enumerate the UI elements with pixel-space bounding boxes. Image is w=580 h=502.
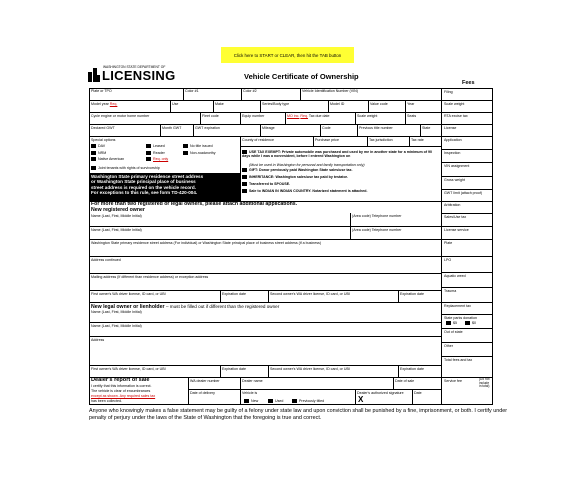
option-leased[interactable]: Leased	[146, 144, 165, 148]
field-use[interactable]: Use	[172, 102, 179, 106]
option-no-title[interactable]: No title issued	[183, 144, 213, 148]
parks-5-option[interactable]: $5	[446, 321, 457, 325]
lienholder2-name[interactable]: Name (Last, First, Middle Initial)	[91, 324, 142, 328]
owner1-name[interactable]: Name (Last, First, Middle Initial)	[91, 214, 142, 218]
field-mo-inc[interactable]: MO inc. Req. Tax due date	[287, 114, 330, 118]
field-plate[interactable]: Plate or TPO	[91, 89, 112, 93]
field-mileage[interactable]: Mileage	[262, 126, 275, 130]
option-used[interactable]: Used	[268, 399, 283, 403]
field-color2[interactable]: Color #2	[243, 89, 257, 93]
fee-application[interactable]: Application	[444, 138, 462, 142]
fee-rta-excise[interactable]: RTA excise tax	[444, 114, 468, 118]
fee-replacement-tax[interactable]: Replacement tax	[444, 304, 471, 308]
exemption-inheritance[interactable]: INHERITANCE: Washington sales/use tax paid by testator.	[242, 175, 348, 179]
field-make[interactable]: Make	[215, 102, 224, 106]
field-year[interactable]: Year	[407, 102, 415, 106]
form-title: Vehicle Certificate of Ownership	[244, 72, 359, 81]
fee-filing[interactable]: Filing	[444, 90, 453, 94]
legal-owner-heading: New legal owner or lienholder – must be filled out if different than the registered owner	[91, 304, 280, 310]
dealer-signature-label: Dealer's authorized signature	[357, 391, 404, 395]
mailing-address[interactable]: Mailing address (If different than residence address) or exception address	[91, 275, 209, 279]
owner2-license-exp[interactable]: Expiration date	[400, 292, 424, 296]
field-model-id[interactable]: Model ID	[330, 102, 345, 106]
more-owners-note: For more than two registered or legal owners, please attach additional applications.	[91, 201, 298, 207]
lien-owner1-license-exp[interactable]: Expiration date	[222, 367, 246, 371]
fee-out-of-state[interactable]: Out of state	[444, 330, 463, 334]
field-signature-date[interactable]: Date	[414, 391, 422, 395]
option-joint-tenants[interactable]: Joint tenants with rights of survivorship	[91, 166, 160, 170]
field-tax-rate[interactable]: Tax rate	[411, 138, 424, 142]
fee-arbitration[interactable]: Arbitration	[444, 203, 461, 207]
fee-other[interactable]: Other	[444, 344, 453, 348]
residence-notice-box	[89, 173, 240, 201]
field-dealer-name[interactable]: Dealer name	[242, 379, 263, 383]
owner1-phone[interactable]: (Area code) Telephone number	[352, 214, 402, 218]
exemption-use-tax[interactable]: USE TAX EXEMPT: Private automobile was purchased and used by me in another state for a minimum of 90 days while I was a nonresident, before I entered Washington on	[242, 150, 433, 159]
exemption-indian-country[interactable]: Sale to INDIAN IN INDIAN COUNTRY. Notarized statement is attached.	[242, 189, 367, 193]
field-county[interactable]: County of residence	[242, 138, 274, 142]
lienholder-address[interactable]: Address	[91, 338, 105, 342]
address-continued[interactable]: Address continued	[91, 258, 121, 262]
field-wa-dealer-number[interactable]: WA dealer number	[190, 379, 220, 383]
owner2-phone[interactable]: (Area code) Telephone number	[352, 228, 402, 232]
fee-total[interactable]: Total fees and tax	[444, 358, 473, 362]
option-reader[interactable]: Reader	[146, 151, 165, 155]
perjury-statement: Anyone who knowingly makes a false statement may be guilty of a felony under state law and upon conviction shall be punished by a fine, imprisonment, or both. I certify under penalty of perjury under the laws of the State of Washington that the foregoing is true and correct.	[89, 408, 508, 421]
fee-license-service[interactable]: License service	[444, 228, 469, 232]
fee-license[interactable]: License	[444, 126, 457, 130]
logo-state-line: WASHINGTON STATE DEPARTMENT OF	[103, 65, 166, 69]
fees-header: Fees	[462, 80, 475, 86]
owner2-name[interactable]: Name (Last, First, Middle Initial)	[91, 228, 142, 232]
dealer-certify: I certify that this information is correct.	[91, 384, 152, 388]
fee-service-fee[interactable]: Service fee	[444, 379, 462, 383]
fee-vin-assignment[interactable]: VIN assignment	[444, 164, 470, 168]
dol-logo	[87, 63, 176, 85]
dol-logo-mark-icon	[87, 67, 101, 83]
field-cycle-engine[interactable]: Cycle engine or motor home number	[91, 114, 150, 118]
field-scale-weight[interactable]: Scale weight	[357, 114, 378, 118]
fees-column	[441, 88, 493, 405]
exemption-gift[interactable]: GIFT: Donor previously paid Washington State sales/use tax.	[242, 168, 353, 172]
field-date-of-sale[interactable]: Date of sale	[395, 379, 415, 383]
owner1-license[interactable]: First owner's WA driver license, ID card, or UBI	[91, 292, 166, 296]
field-equip-number[interactable]: Equip number	[242, 114, 265, 118]
field-color1[interactable]: Color #1	[185, 89, 199, 93]
fee-state-parks: State parks donation	[444, 316, 477, 320]
field-state[interactable]: State	[422, 126, 431, 130]
option-new[interactable]: New	[244, 399, 258, 403]
fee-inspection[interactable]: Inspection	[444, 151, 461, 155]
logo-name: LICENSING	[102, 68, 176, 83]
option-dav[interactable]: DAV	[91, 144, 105, 148]
vehicle-is-label: Vehicle is	[242, 391, 258, 395]
field-previous-title[interactable]: Previous title number	[359, 126, 393, 130]
field-declared-gwt[interactable]: Declared GWT	[91, 126, 115, 130]
start-button-label: Click here to START or CLEAR, then hit the TAB button	[233, 52, 342, 58]
residence-address[interactable]: Washington State primary residence street address (For individual) or Washington State principal place of business street address (if a business)	[91, 241, 322, 245]
dealer-collected: has been collected.	[91, 399, 122, 403]
fee-sales-use-tax[interactable]: Sales/Use tax	[444, 215, 467, 219]
option-non-roadworthy[interactable]: Non-roadworthy	[183, 151, 216, 155]
fee-gross-weight[interactable]: Gross weight	[444, 178, 465, 182]
option-nrm[interactable]: NRM	[91, 151, 106, 155]
field-value-code[interactable]: Value code	[370, 102, 388, 106]
field-date-of-delivery[interactable]: Date of delivery	[190, 391, 215, 395]
field-model-year[interactable]: Model year Req.	[91, 102, 118, 106]
notice-line-3: street address is required on the vehicle record.	[91, 184, 196, 190]
fee-gwt-limit[interactable]: GWT limit (attach proof)	[444, 191, 483, 195]
notice-line-1: Washington State primary residence street address	[91, 174, 204, 179]
dealer-signature-field[interactable]: X	[358, 395, 364, 404]
option-req-only[interactable]: Req. only	[146, 157, 168, 161]
option-native-american[interactable]: Native American	[91, 157, 124, 161]
field-tax-jurisdiction[interactable]: Tax jurisdiction	[369, 138, 393, 142]
field-purchase-price[interactable]: Purchase price	[315, 138, 339, 142]
field-fleet-code[interactable]: Fleet code	[202, 114, 219, 118]
dealer-clear: The vehicle is clear of encumbrances	[91, 389, 151, 393]
fee-lpo[interactable]: LPO	[444, 258, 452, 262]
lien-owner2-license-exp[interactable]: Expiration date	[400, 367, 424, 371]
field-seats[interactable]: Seats	[407, 114, 417, 118]
parks-0-option[interactable]: $0	[465, 321, 476, 325]
exemption-use-tax-note: (Must be used in Washington for personal and family transportation only)	[249, 163, 365, 167]
field-gwt-expiration[interactable]: GWT expiration	[195, 126, 220, 130]
new-owner-heading: New registered owner	[91, 207, 145, 213]
fee-aquatic-weed[interactable]: Aquatic weed	[444, 274, 466, 278]
start-clear-button[interactable]	[221, 47, 354, 63]
option-previously-titled[interactable]: Previously titled	[292, 399, 324, 403]
notice-line-2: or Washington State principal place of business	[91, 179, 196, 185]
fee-plate[interactable]: Plate	[444, 241, 453, 245]
dealer-except: except as shown. Any required sales tax	[91, 394, 156, 398]
special-options-label: Special options	[91, 138, 116, 142]
service-fee-note: (Do not include in total)	[479, 377, 490, 389]
owner1-license-exp[interactable]: Expiration date	[222, 292, 246, 296]
fee-scale-weight[interactable]: Scale weight	[444, 102, 465, 106]
field-code[interactable]: Code	[322, 126, 331, 130]
field-vin[interactable]: Vehicle Identification Number (VIN)	[302, 89, 358, 93]
fee-trauma[interactable]: Trauma	[444, 289, 457, 293]
field-series[interactable]: Series/Body type	[262, 102, 290, 106]
lien-owner1-license[interactable]: First owner's WA driver license, ID card, or UBI	[91, 367, 166, 371]
lienholder1-name[interactable]: Name (Last, First, Middle Initial)	[91, 310, 142, 314]
notice-line-4: For exceptions to this rule, see form TD-420-004.	[91, 190, 198, 196]
field-month-gwt[interactable]: Month GWT	[162, 126, 182, 130]
dealer-heading: Dealer's report of sale	[91, 377, 150, 383]
lien-owner2-license[interactable]: Second owner's WA driver license, ID card, or UBI	[270, 367, 350, 371]
owner2-license[interactable]: Second owner's WA driver license, ID card, or UBI	[270, 292, 350, 296]
exemption-spouse[interactable]: Transferred to SPOUSE.	[242, 182, 290, 186]
